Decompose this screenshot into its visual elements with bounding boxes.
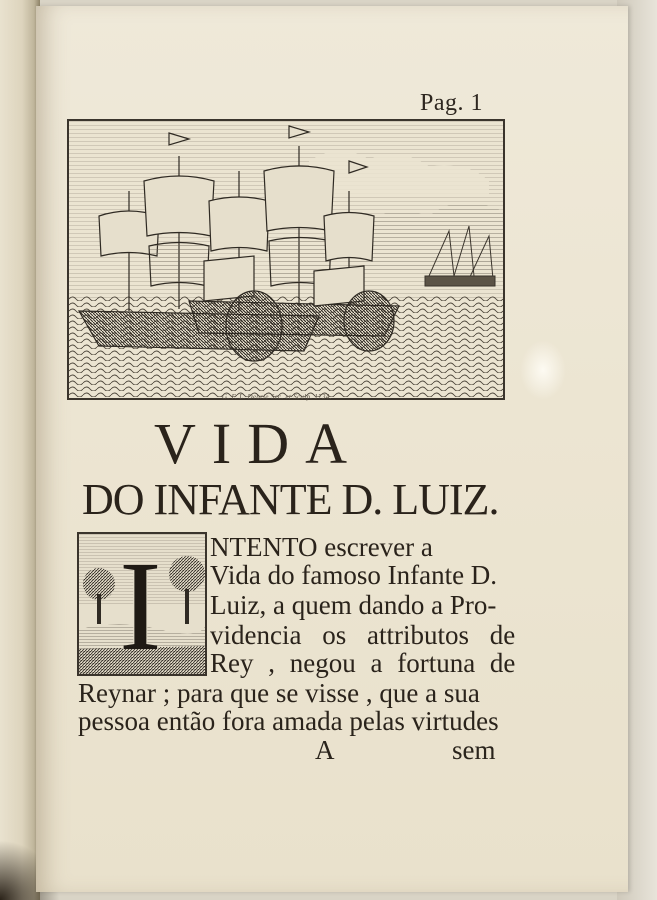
- body-line-7: pessoa então fora amada pelas virtudes: [78, 706, 499, 736]
- facing-page-edge: [0, 0, 40, 900]
- body-line-4: videncia os attributos de: [210, 620, 516, 650]
- drop-cap-illustration: [77, 532, 207, 676]
- subtitle: DO INFANTE D. LUIZ.: [82, 475, 499, 524]
- body-line-3: Luiz, a quem dando a Pro-: [210, 590, 497, 620]
- engraver-credit: G. F. L. Debrie Sec. et Sculp. 1734.: [222, 393, 332, 401]
- body-line-5: Rey , negou a fortuna de: [210, 648, 516, 678]
- paper-stain: [520, 340, 566, 400]
- signature-mark: A: [315, 735, 335, 765]
- ships-engraving: [67, 119, 505, 400]
- body-line-1: NTENTO escrever a: [210, 532, 433, 562]
- title: VIDA: [154, 411, 363, 476]
- catchword: sem: [452, 735, 496, 765]
- page-number: Pag. 1: [420, 90, 483, 116]
- drop-cap-letter: I: [119, 535, 162, 676]
- body-line-6: Reynar ; para que se visse , que a sua: [78, 678, 480, 708]
- body-line-2: Vida do famoso Infante D.: [210, 560, 498, 590]
